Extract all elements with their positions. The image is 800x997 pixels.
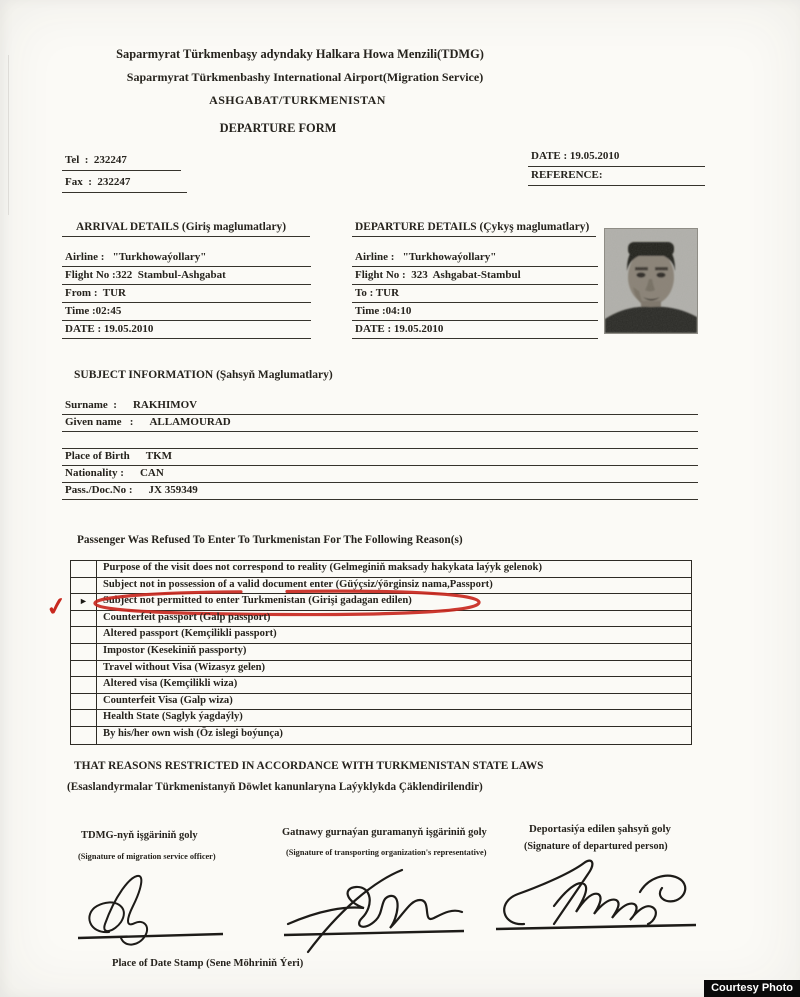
reason-label: Health State (Saglyk ýagdaýly) bbox=[103, 711, 243, 723]
subject-field-value: CAN bbox=[139, 467, 164, 479]
subject-info-row bbox=[62, 398, 698, 415]
subject-field-label: Place of Birth bbox=[65, 450, 130, 462]
passport-photo-image bbox=[605, 229, 697, 333]
tel-field: Tel : 232247 bbox=[62, 153, 181, 171]
arrival-detail-row: Airline : "Turkhowaýollary" bbox=[62, 249, 311, 267]
departure-detail-row: Flight No : 323 Ashgabat-Stambul bbox=[352, 267, 598, 285]
subject-info-row bbox=[62, 449, 698, 466]
subject-field-label: Pass./Doc.No : bbox=[65, 484, 133, 496]
reason-label: Purpose of the visit does not correspond to reality (Gelmeginiň maksady hakykata laýyk gelenok) bbox=[103, 562, 542, 573]
airport-name-turkmen: Saparmyrat Türkmenbaşy adyndaky Halkara Howa Menzili(TDMG) bbox=[116, 47, 484, 61]
sig-carrier-label: Gatnawy gurnaýan guramanyň işgäriniň goly bbox=[282, 827, 487, 838]
reason-checkbox-cell bbox=[71, 644, 97, 660]
signature-carrier-representative bbox=[280, 860, 468, 958]
reason-checkbox-cell bbox=[71, 694, 97, 710]
signature-departured-person bbox=[490, 852, 702, 940]
reason-row bbox=[71, 694, 691, 711]
sig-person-sublabel: (Signature of departured person) bbox=[524, 841, 668, 852]
departure-detail-row: Airline : "Turkhowaýollary" bbox=[352, 249, 598, 267]
reason-label: Counterfeit passport (Galp passport) bbox=[103, 611, 271, 623]
subject-field-label: Surname : bbox=[65, 399, 117, 411]
reason-label-cell bbox=[97, 710, 691, 726]
reason-label-cell bbox=[97, 727, 691, 744]
reason-label-cell bbox=[97, 561, 691, 577]
reason-label: Impostor (Kesekiniň passporty) bbox=[103, 644, 247, 656]
reason-row bbox=[71, 627, 691, 644]
reason-row bbox=[71, 578, 691, 595]
reason-row bbox=[71, 611, 691, 628]
reason-label: By his/her own wish (Öz islegi boýunça) bbox=[103, 727, 283, 739]
reason-label-cell bbox=[97, 594, 691, 610]
arrival-detail-row: Flight No :322 Stambul-Ashgabat bbox=[62, 267, 311, 285]
date-field: DATE : 19.05.2010 bbox=[528, 149, 705, 167]
arrival-rows bbox=[62, 249, 311, 339]
refusal-reasons-table bbox=[70, 560, 692, 745]
departure-detail-row: DATE : 19.05.2010 bbox=[352, 321, 598, 339]
reason-row bbox=[71, 661, 691, 678]
reason-checkbox-cell bbox=[71, 727, 97, 744]
reason-label-cell bbox=[97, 644, 691, 660]
sig-carrier-sublabel: (Signature of transporting organization's representative) bbox=[286, 848, 487, 857]
arrival-detail-row: DATE : 19.05.2010 bbox=[62, 321, 311, 339]
subject-section-title: SUBJECT INFORMATION (Şahsyň Maglumatlary) bbox=[74, 369, 333, 381]
reason-label: Altered visa (Kemçilikli wiza) bbox=[103, 678, 238, 690]
sig-officer-label: TDMG-nyň işgäriniň goly bbox=[81, 830, 198, 841]
reason-label-cell bbox=[97, 578, 691, 594]
reason-checkbox-cell bbox=[71, 677, 97, 693]
reason-row bbox=[71, 710, 691, 727]
reason-row bbox=[71, 644, 691, 661]
sig-officer-sublabel: (Signature of migration service officer) bbox=[78, 852, 216, 861]
reason-checkbox-cell bbox=[71, 594, 97, 610]
reasons-title: Passenger Was Refused To Enter To Turkmenistan For The Following Reason(s) bbox=[77, 534, 463, 546]
reason-row bbox=[71, 594, 691, 611]
airport-name-english: Saparmyrat Türkmenbashy International Airport(Migration Service) bbox=[126, 70, 484, 84]
selected-arrow-marker: ► bbox=[79, 596, 88, 607]
reason-row bbox=[71, 561, 691, 578]
arrival-section-title: ARRIVAL DETAILS (Giriş maglumatlary) bbox=[62, 221, 310, 237]
reason-label: Altered passport (Kemçilikli passport) bbox=[103, 628, 277, 640]
subject-field-value: RAKHIMOV bbox=[132, 399, 198, 411]
subject-field-value: JX 359349 bbox=[148, 484, 198, 496]
reason-label-cell bbox=[97, 627, 691, 643]
courtesy-photo-watermark: Courtesy Photo bbox=[704, 980, 800, 997]
reason-checkbox-cell bbox=[71, 710, 97, 726]
passport-photo bbox=[604, 228, 698, 334]
subject-info-row bbox=[62, 415, 698, 432]
subject-info-row bbox=[62, 466, 698, 483]
reason-checkbox-cell bbox=[71, 578, 97, 594]
reason-label: Subject not permitted to enter Turkmenistan (Girişi gadagan edilen) bbox=[103, 595, 412, 607]
date-stamp-label: Place of Date Stamp (Sene Möhriniň Ýeri) bbox=[112, 958, 304, 969]
reason-label-cell bbox=[97, 661, 691, 677]
reason-label: Subject not in possession of a valid document enter (Güýçsiz/ýörginsiz nama,Passport) bbox=[103, 578, 493, 590]
red-checkmark-annotation: ✓ bbox=[44, 592, 69, 623]
reason-row bbox=[71, 677, 691, 694]
departure-detail-row: To : TUR bbox=[352, 285, 598, 303]
subject-field-label: Nationality : bbox=[65, 467, 124, 479]
reason-label-cell bbox=[97, 677, 691, 693]
reason-checkbox-cell bbox=[71, 561, 97, 577]
reason-checkbox-cell bbox=[71, 611, 97, 627]
reason-label-cell bbox=[97, 694, 691, 710]
subject-field-label: Given name : bbox=[65, 416, 134, 428]
subject-info-row bbox=[62, 483, 698, 500]
departure-section-title: DEPARTURE DETAILS (Çykyş maglumatlary) bbox=[352, 221, 596, 237]
departure-detail-row: Time :04:10 bbox=[352, 303, 598, 321]
arrival-detail-row: From : TUR bbox=[62, 285, 311, 303]
fax-field: Fax : 232247 bbox=[62, 175, 187, 193]
subject-rows bbox=[62, 398, 698, 500]
subject-field-value bbox=[65, 433, 81, 445]
reason-checkbox-cell bbox=[71, 627, 97, 643]
subject-field-value: TKM bbox=[145, 450, 173, 462]
reason-label: Travel without Visa (Wizasyz gelen) bbox=[103, 661, 266, 673]
sig-person-label: Deportasiýa edilen şahsyň goly bbox=[529, 823, 671, 835]
reason-row bbox=[71, 727, 691, 744]
signature-migration-officer bbox=[75, 868, 235, 956]
reason-label-cell bbox=[97, 611, 691, 627]
reason-label: Counterfeit Visa (Galp wiza) bbox=[103, 694, 233, 706]
departure-rows bbox=[352, 249, 598, 339]
law-statement-turkmen: (Esaslandyrmalar Türkmenistanyň Döwlet kanunlaryna Laýyklykda Çäklendirilendir) bbox=[67, 781, 483, 793]
city-country-line: ASHGABAT/TURKMENISTAN bbox=[209, 93, 386, 107]
subject-info-row bbox=[62, 432, 698, 449]
reference-field: REFERENCE: bbox=[528, 168, 705, 186]
subject-field-value: ALLAMOURAD bbox=[149, 416, 231, 428]
law-statement-english: THAT REASONS RESTRICTED IN ACCORDANCE WITH TURKMENISTAN STATE LAWS bbox=[74, 760, 544, 772]
form-title: DEPARTURE FORM bbox=[219, 121, 337, 135]
reason-checkbox-cell bbox=[71, 661, 97, 677]
arrival-detail-row: Time :02:45 bbox=[62, 303, 311, 321]
